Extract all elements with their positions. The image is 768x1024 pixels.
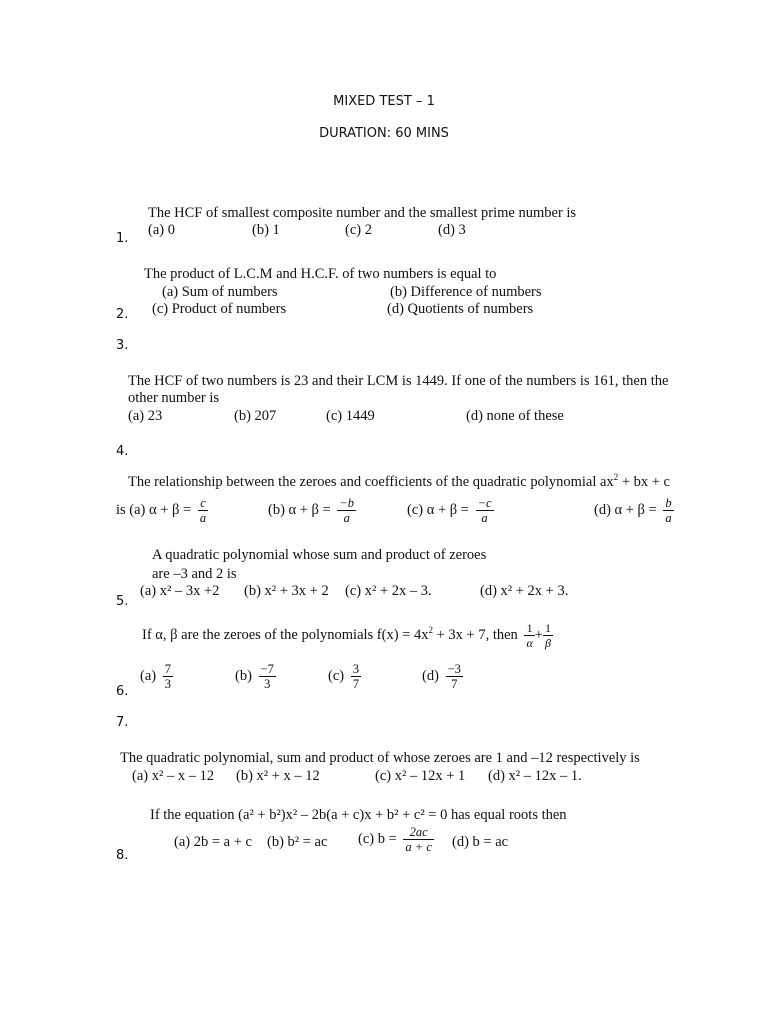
q3-option-a: (a) 23: [128, 408, 163, 424]
q3-option-c: (c) 1449: [326, 408, 375, 424]
q7-number: 7.: [116, 715, 129, 730]
q2-text: The product of L.C.M and H.C.F. of two numbers is equal to: [144, 266, 497, 282]
q8-option-c-num: 2ac: [403, 825, 433, 840]
q4-option-b: [268, 496, 356, 525]
q8-option-c: [358, 825, 434, 854]
q3-option-b: (b) 207: [234, 408, 277, 424]
q6-number: 6.: [116, 684, 129, 699]
q7-option-d: (d) x² – 12x – 1.: [488, 768, 582, 784]
q6-option-b-label: (b): [235, 667, 252, 684]
q4-option-c-num: −c: [477, 496, 492, 510]
q4-option-c-den: a: [481, 511, 488, 525]
q8-text: If the equation (a² + b²)x² – 2b(a + c)x + b² + c² = 0 has equal roots then: [150, 807, 567, 823]
q8-option-a: (a) 2b = a + c: [174, 834, 252, 850]
q6-option-b-fraction: [259, 662, 276, 691]
q2-option-d: (d) Quotients of numbers: [387, 301, 534, 317]
q4-option-b-fraction: [337, 496, 356, 525]
q6-option-a-num: 7: [164, 662, 171, 676]
q4-option-a: [116, 496, 208, 525]
q4-option-d-label: (d) α + β =: [594, 501, 657, 518]
q5-number: 5.: [116, 594, 129, 609]
q3-text-line1: The HCF of two numbers is 23 and their LCM is 1449. If one of the numbers is 161, then the: [128, 373, 669, 389]
q4-option-c-label: (c) α + β =: [407, 501, 469, 518]
q4-option-d: [594, 496, 674, 525]
q5-option-b: (b) x² + 3x + 2: [244, 583, 329, 599]
q4-option-b-num: −b: [339, 496, 355, 510]
q4-option-d-den: a: [665, 511, 672, 525]
q6-text-mid: + 3x + 7, then: [432, 626, 518, 643]
q3-number: 3.: [116, 338, 129, 353]
q5-text-line1: A quadratic polynomial whose sum and product of zeroes: [152, 547, 487, 563]
q6-option-a-den: 3: [164, 677, 171, 691]
q1-text: The HCF of smallest composite number and the smallest prime number is: [148, 205, 577, 221]
q2-option-c: (c) Product of numbers: [152, 301, 287, 317]
q6-text: If α, β are the zeroes of the polynomials $f(x) = 4x^2 + 3x + 7$, then $\frac{1}{\alpha}$ + $\frac{1}{\beta}$: [142, 621, 551, 650]
q1-option-b: (b) 1: [252, 222, 280, 238]
q8-option-c-label: (c) b =: [358, 830, 397, 847]
q6-option-d-den: 7: [451, 677, 458, 691]
q6-option-d: [422, 662, 463, 691]
q6-option-c-fraction: [351, 662, 361, 691]
q5-option-d: (d) x² + 2x + 3.: [480, 583, 569, 599]
q6-option-c-num: 3: [352, 662, 359, 676]
test-duration: DURATION: 60 MINS: [319, 126, 449, 141]
q6-option-d-label: (d): [422, 667, 439, 684]
q8-option-b: (b) b² = ac: [267, 834, 328, 850]
q4-option-c: [407, 496, 494, 525]
q7-option-b: (b) x² + x – 12: [236, 768, 320, 784]
q4-text: The relationship between the zeroes and coefficients of the quadratic polynomial $ax^2$ + bx + c: [128, 472, 670, 490]
q6-option-b: [235, 662, 276, 691]
q4-text-end: + bx + c: [618, 474, 670, 490]
q4-number: 4.: [116, 444, 129, 459]
q1-option-c: (c) 2: [345, 222, 372, 238]
q7-option-a: (a) x² – x – 12: [132, 768, 215, 784]
q6-option-d-fraction: [446, 662, 463, 691]
q4-option-a-label: (a) α + β =: [129, 501, 192, 518]
q4-option-a-num: c: [198, 496, 208, 511]
q5-option-c: (c) x² + 2x – 3.: [345, 583, 432, 599]
q6-option-b-num: −7: [260, 662, 274, 676]
q4-text-main: The relationship between the zeroes and coefficients of the quadratic polynomial ax: [128, 474, 614, 490]
q7-option-c: (c) x² – 12x + 1: [375, 768, 466, 784]
q5-text-line2: are –3 and 2 is: [152, 566, 237, 582]
q8-option-c-den: a + c: [405, 840, 432, 854]
test-title: MIXED TEST – 1: [333, 94, 435, 109]
q2-option-b: (b) Difference of numbers: [390, 284, 542, 300]
q2-option-a: (a) Sum of numbers: [162, 284, 278, 300]
q4-option-c-fraction: [476, 496, 494, 525]
q1-option-a: (a) 0: [148, 222, 175, 238]
q6-option-a-fraction: [163, 662, 173, 691]
q6-option-b-den: 3: [264, 677, 271, 691]
q4-option-d-fraction: [663, 496, 673, 525]
q2-number: 2.: [116, 307, 129, 322]
q4-option-b-den: a: [343, 511, 350, 525]
q6-option-c-den: 7: [352, 677, 359, 691]
q8-option-c-fraction: [403, 825, 433, 854]
q6-option-c-label: (c): [328, 667, 345, 684]
q1-number: 1.: [116, 231, 129, 246]
q8-number: 8.: [116, 848, 129, 863]
q5-option-a: (a) x² – 3x +2: [140, 583, 220, 599]
q1-option-d: (d) 3: [438, 222, 466, 238]
q4-option-a-fraction: [198, 496, 208, 525]
q6-option-a: [140, 662, 173, 691]
q7-text: The quadratic polynomial, sum and product of whose zeroes are 1 and –12 respectively is: [120, 750, 640, 766]
q6-option-d-num: −3: [447, 662, 461, 676]
q6-option-a-label: (a): [140, 667, 157, 684]
q6-reciprocal-beta: $\frac{1}{\beta}$: [544, 621, 551, 650]
q4-option-b-label: (b) α + β =: [268, 501, 331, 518]
q3-option-d: (d) none of these: [466, 408, 564, 424]
q6-option-c: [328, 662, 361, 691]
q4-option-a-den: a: [199, 511, 207, 525]
q4-is-label: is: [116, 501, 126, 518]
q8-option-d: (d) b = ac: [452, 834, 509, 850]
q6-text-start: If α, β are the zeroes of the polynomials f(x) = 4x: [142, 626, 429, 643]
q3-text-line2: other number is: [128, 390, 220, 406]
q4-option-d-num: b: [665, 496, 672, 510]
q6-reciprocal-alpha: $\frac{1}{\alpha}$: [526, 621, 533, 650]
